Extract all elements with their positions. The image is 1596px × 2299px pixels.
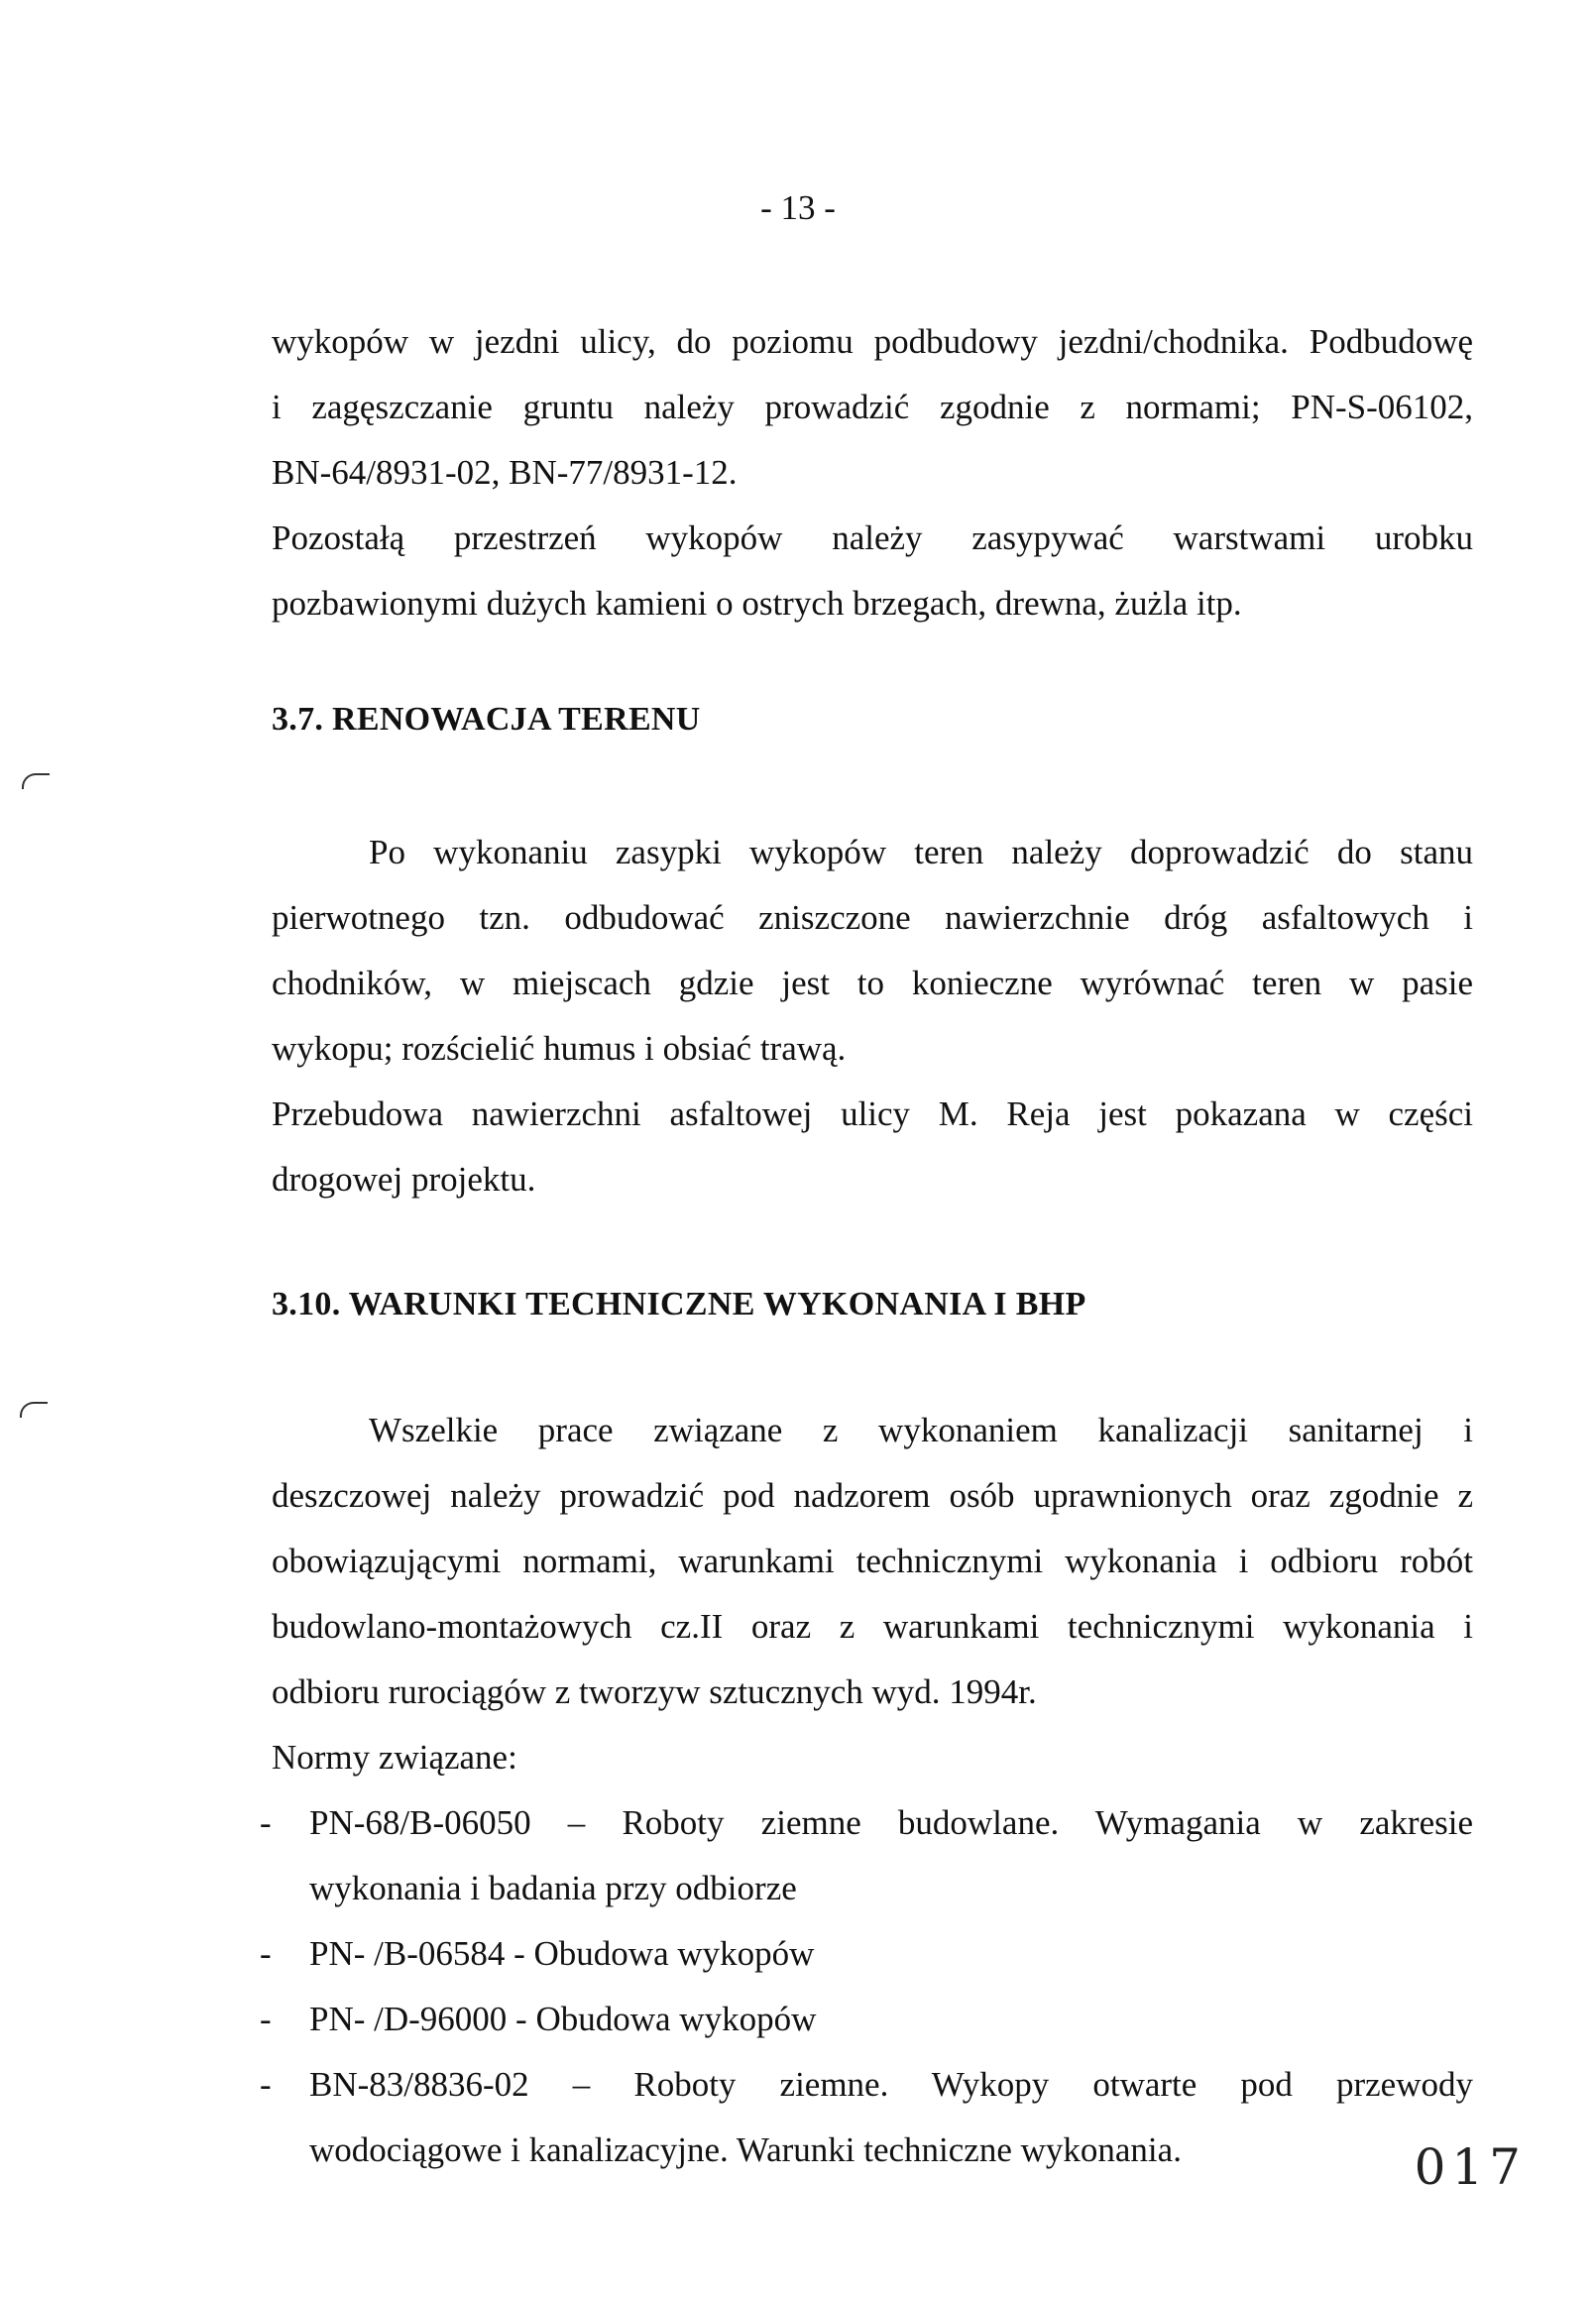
list-dash: - (260, 1803, 272, 1842)
text-line: deszczowej należy prowadzić pod nadzorem osób uprawnionych oraz zgodnie z (272, 1476, 1473, 1515)
section-heading-warunki: 3.10. WARUNKI TECHNICZNE WYKONANIA I BHP (272, 1286, 1086, 1322)
text-line: budowlano-montażowych cz.II oraz z warunkami technicznymi wykonania i (272, 1607, 1473, 1646)
section-heading-renowacja: 3.7. RENOWACJA TERENU (272, 701, 701, 738)
intro-paragraph (272, 309, 1473, 636)
list-item (260, 1987, 1473, 2052)
list-dash: - (260, 1934, 272, 1973)
text-line: i zagęszczanie gruntu należy prowadzić zgodnie z normami; PN-S-06102, (272, 388, 1473, 426)
text-line: BN-64/8931-02, BN-77/8931-12. (272, 453, 738, 492)
text-line: Wszelkie prace związane z wykonaniem kanalizacji sanitarnej i (369, 1411, 1473, 1449)
text-line: obowiązującymi normami, warunkami technicznymi wykonania i odbioru robót (272, 1542, 1473, 1580)
text-line: wykonania i badania przy odbiorze (309, 1869, 797, 1907)
text-line: Po wykonaniu zasypki wykopów teren należy doprowadzić do stanu (369, 833, 1473, 871)
list-item (260, 1790, 1473, 1921)
text-line: Pozostałą przestrzeń wykopów należy zasypywać warstwami urobku (272, 518, 1473, 557)
text-line: pierwotnego tzn. odbudować zniszczone nawierzchnie dróg asfaltowych i (272, 898, 1473, 937)
renowacja-paragraph (272, 820, 1473, 1212)
warunki-paragraph (272, 1398, 1473, 1790)
list-item (260, 2052, 1473, 2183)
text-line: pozbawionymi dużych kamieni o ostrych brzegach, drewna, żużla itp. (272, 584, 1242, 623)
norms-list (260, 1790, 1473, 2183)
page-number: - 13 - (760, 188, 836, 227)
text-line: wodociągowe i kanalizacyjne. Warunki techniczne wykonania. (309, 2130, 1182, 2169)
list-item (260, 1921, 1473, 1987)
text-line: odbioru rurociągów z tworzyw sztucznych wyd. 1994r. (272, 1672, 1037, 1711)
margin-mark (20, 1402, 48, 1418)
page-stamp: 017 (1414, 2138, 1527, 2196)
text-line: wykopów w jezdni ulicy, do poziomu podbudowy jezdni/chodnika. Podbudowę (272, 322, 1473, 361)
text-line: PN- /B-06584 - Obudowa wykopów (309, 1934, 815, 1973)
text-line: PN- /D-96000 - Obudowa wykopów (309, 2000, 817, 2038)
text-line: PN-68/B-06050 – Roboty ziemne budowlane. Wymagania w zakresie (309, 1803, 1473, 1842)
list-dash: - (260, 2000, 272, 2038)
list-dash: - (260, 2065, 272, 2104)
text-line: wykopu; rozścielić humus i obsiać trawą. (272, 1029, 847, 1068)
text-line: Normy związane: (272, 1738, 517, 1777)
text-line: chodników, w miejscach gdzie jest to konieczne wyrównać teren w pasie (272, 964, 1473, 1002)
text-line: drogowej projektu. (272, 1160, 536, 1199)
margin-mark (22, 773, 50, 789)
text-line: BN-83/8836-02 – Roboty ziemne. Wykopy otwarte pod przewody (309, 2065, 1473, 2104)
text-line: Przebudowa nawierzchni asfaltowej ulicy M. Reja jest pokazana w części (272, 1094, 1473, 1133)
